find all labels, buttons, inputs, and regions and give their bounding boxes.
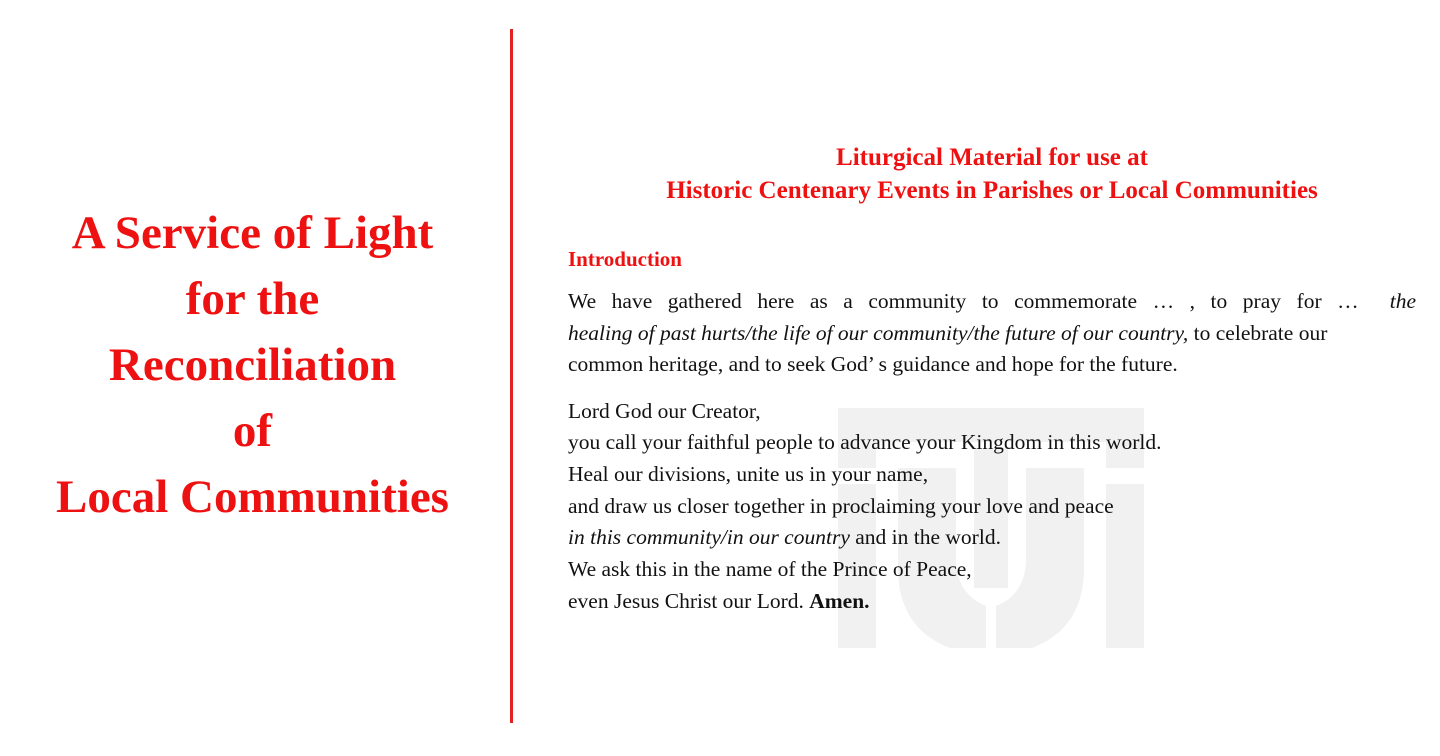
prayer-line-5-italic: in this community/in our country	[568, 525, 850, 550]
cover-title-line-2: for the	[185, 273, 320, 325]
introduction-paragraph	[568, 286, 1428, 381]
section-title-introduction: Introduction	[568, 247, 682, 271]
introduction-line-1-italic: the	[1389, 289, 1416, 313]
page-heading	[568, 141, 1416, 207]
prayer-line-2: you call your faithful people to advance your Kingdom in this world.	[568, 430, 1162, 455]
introduction-line-2-text: to celebrate our	[1188, 320, 1328, 345]
prayer-amen: Amen.	[809, 588, 870, 613]
cover-title-line-1: A Service of Light	[71, 207, 434, 259]
cover-title-line-5: Local Communities	[56, 471, 449, 523]
introduction-line-3: common heritage, and to seek God’ s guidance and hope for the future.	[568, 352, 1178, 376]
prayer-line-5	[568, 522, 1428, 554]
cover-title	[0, 200, 505, 530]
content-page	[568, 141, 1428, 617]
page-heading-line-2: Historic Centenary Events in Parishes or Local Communities	[666, 177, 1318, 204]
prayer-line-6: We ask this in the name of the Prince of Peace,	[568, 557, 972, 582]
cover-title-line-4: of	[232, 405, 273, 457]
introduction-line-1-text: We have gathered here as a community to commemorate … , to pray for …	[568, 289, 1359, 313]
prayer-line-7-text: even Jesus Christ our Lord.	[568, 588, 810, 613]
introduction-line-2	[568, 318, 1428, 350]
opening-prayer	[568, 396, 1428, 618]
introduction-line-2-italic: healing of past hurts/the life of our community/the future of our country,	[568, 320, 1189, 345]
prayer-line-7	[568, 586, 1428, 618]
introduction-line-1	[568, 286, 1416, 318]
prayer-line-5-text: and in the world.	[849, 525, 1001, 550]
cover-title-line-3: Reconciliation	[108, 339, 397, 391]
prayer-line-1: Lord God our Creator,	[568, 398, 761, 423]
prayer-line-3: Heal our divisions, unite us in your name,	[568, 461, 929, 486]
prayer-line-4: and draw us closer together in proclaiming your love and peace	[568, 493, 1114, 518]
vertical-divider	[510, 29, 513, 723]
page-heading-line-1: Liturgical Material for use at	[836, 144, 1148, 171]
